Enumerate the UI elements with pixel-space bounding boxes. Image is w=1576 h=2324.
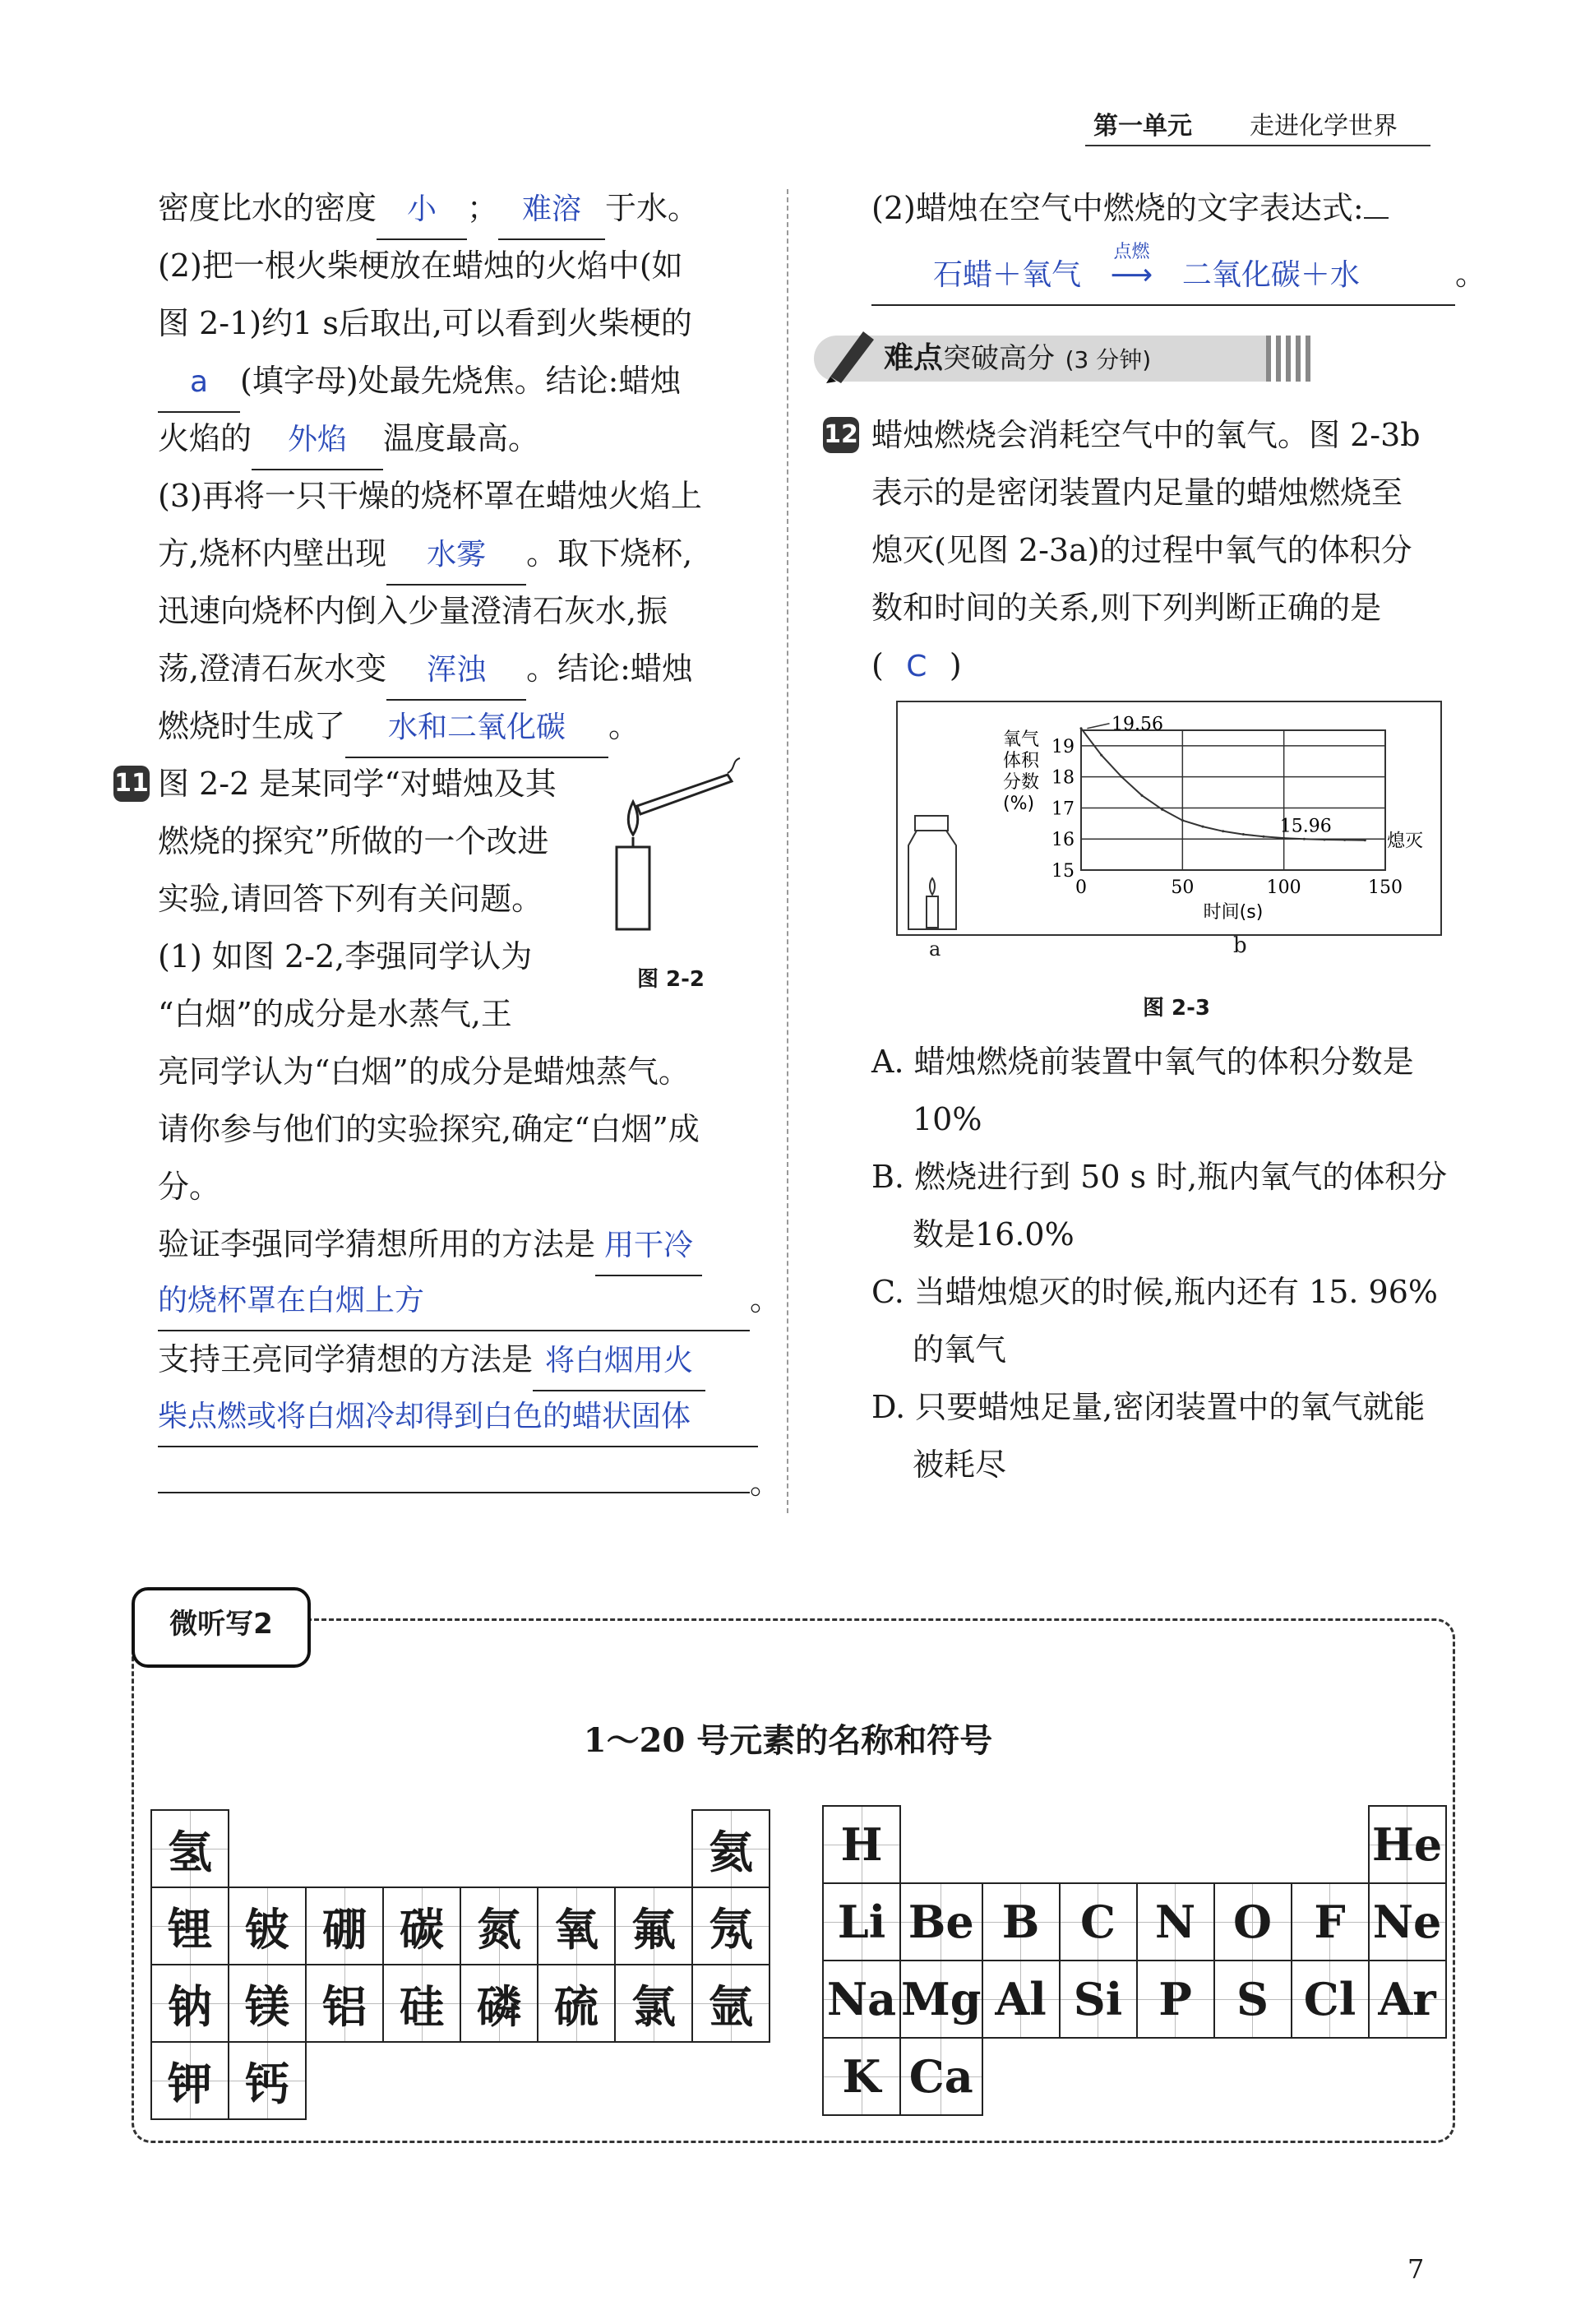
answer-method-2b: 柴点燃或将白烟冷却得到白色的蜡状固体 (158, 1388, 758, 1447)
empty-cell (1137, 2038, 1214, 2115)
element-name-cell: 碳 (383, 1887, 460, 1965)
data-point (1343, 839, 1346, 841)
micro-listen-title: 1～20 号元素的名称和符号 (583, 1721, 993, 1760)
text: 。 (750, 1281, 782, 1317)
data-point (1303, 838, 1306, 840)
text: 验证李强同学猜想所用的方法是 (158, 1226, 596, 1262)
left-line-2: (2)把一根火柴梗放在蜡烛的火焰中(如 (158, 248, 683, 284)
question-number-11: 11 (113, 766, 150, 802)
data-point (1121, 775, 1123, 778)
element-name-cell: 硅 (383, 1965, 460, 2042)
data-point (1100, 754, 1102, 757)
text: 密度比水的密度 (158, 190, 377, 226)
element-name-cell: 铍 (229, 1887, 306, 1965)
left-line-9 (158, 640, 693, 701)
text: 。 (1455, 256, 1487, 292)
plot-frame (1081, 730, 1385, 870)
element-name-cell: 氯 (615, 1965, 692, 2042)
empty-cell (306, 1810, 383, 1887)
text: 燃烧时生成了 (158, 708, 346, 744)
figure-label-a: a (929, 937, 941, 961)
y-axis-label: 体积 (1003, 751, 1040, 771)
element-symbol-cell: Na (823, 1961, 900, 2038)
text: (2)蜡烛在空气中燃烧的文字表达式: (871, 190, 1364, 226)
element-symbol-cell: C (1060, 1883, 1137, 1961)
data-point (1141, 794, 1144, 797)
data-point (1080, 727, 1083, 729)
text: 荡,澄清石灰水变 (158, 650, 387, 687)
left-line-8: 迅速向烧杯内倒入少量澄清石灰水,振 (158, 593, 668, 629)
element-name-grid (150, 1809, 770, 2120)
answer-products: 水和二氧化碳 (345, 699, 608, 758)
empty-cell (692, 2042, 770, 2119)
x-axis-label: 时间(s) (1203, 902, 1264, 923)
section-stripes (1266, 336, 1315, 382)
answer-method-2a: 将白烟用火 (533, 1332, 705, 1391)
y-tick-label: 16 (1051, 830, 1075, 851)
header-rule (1085, 145, 1430, 146)
empty-cell (1369, 2038, 1446, 2115)
y-tick-label: 18 (1051, 767, 1075, 789)
annotation-arrow (1087, 724, 1109, 729)
x-tick-label: 0 (1075, 877, 1087, 898)
q11-line-10 (158, 1271, 781, 1331)
option-b-line-2: 数是16.0% (913, 1216, 1075, 1252)
q11-line-4: (1) 如图 2-2,李强同学认为 (158, 938, 533, 975)
element-symbol-cell: P (1137, 1961, 1214, 2038)
element-name-cell: 氮 (460, 1887, 538, 1965)
data-point (1222, 830, 1224, 832)
text: ( (871, 647, 884, 683)
data-point (1242, 833, 1245, 836)
q11-line-2: 燃烧的探究”所做的一个改进 (158, 823, 549, 859)
element-name-cell: 氧 (538, 1887, 615, 1965)
element-symbol-grid (822, 1805, 1447, 2116)
empty-cell (229, 1810, 306, 1887)
element-name-cell: 氩 (692, 1965, 770, 2042)
option-c-line-1: C. 当蜡烛熄灭的时候,瓶内还有 15. 96% (871, 1274, 1439, 1310)
element-symbol-cell: Li (823, 1883, 900, 1961)
answer-choice: C (906, 650, 927, 683)
empty-cell (900, 1806, 982, 1883)
section-title-bold: 难点 (884, 341, 944, 375)
element-symbol-cell: F (1292, 1883, 1369, 1961)
data-point (1263, 836, 1265, 838)
figure-2-2-caption: 图 2-2 (637, 967, 705, 992)
q11-line-5: “白烟”的成分是水蒸气,王 (158, 996, 512, 1032)
element-name-cell: 氢 (151, 1810, 229, 1887)
q12-line-1: 蜡烛燃烧会消耗空气中的氧气。图 2-3b (871, 417, 1421, 453)
data-point (1324, 838, 1326, 840)
q12-line-3: 熄灭(见图 2-3a)的过程中氧气的体积分 (871, 532, 1412, 568)
element-symbol-cell: B (982, 1883, 1060, 1961)
left-line-10 (158, 697, 640, 758)
candle-figure-2-2 (604, 757, 744, 937)
option-a-line-2: 10% (913, 1101, 982, 1137)
answer-method-1b: 的烧杯罩在白烟上方 (158, 1272, 750, 1331)
unit-title: 走进化学世界 (1250, 112, 1398, 141)
text: 温度最高。 (383, 420, 540, 456)
left-line-1 (158, 179, 699, 240)
x-tick-label: 150 (1368, 877, 1403, 898)
empty-cell (460, 1810, 538, 1887)
section-time: (3 分钟) (1065, 346, 1152, 373)
section-title (884, 337, 1151, 382)
left-line-7 (158, 525, 692, 586)
x-tick-label: 50 (1171, 877, 1195, 898)
element-name-cell: 锂 (151, 1887, 229, 1965)
empty-cell (1214, 1806, 1292, 1883)
option-d-line-1: D. 只要蜡烛足量,密闭装置中的氧气就能 (871, 1389, 1426, 1425)
element-name-cell: 氖 (692, 1887, 770, 1965)
x-tick-label: 100 (1266, 877, 1301, 898)
element-name-cell: 硫 (538, 1965, 615, 2042)
data-point (1283, 837, 1285, 840)
q11-line-1: 图 2-2 是某同学“对蜡烛及其 (158, 766, 557, 802)
element-name-cell: 氦 (692, 1810, 770, 1887)
q11-line-13 (158, 1454, 781, 1512)
option-b-line-1: B. 燃烧进行到 50 s 时,瓶内氧气的体积分 (871, 1159, 1448, 1195)
text: 。取下烧杯, (526, 535, 693, 572)
oxygen-chart (999, 706, 1435, 928)
q11-line-12 (158, 1387, 758, 1447)
element-symbol-cell: Al (982, 1961, 1060, 2038)
element-name-cell: 铝 (306, 1965, 383, 2042)
option-d-line-2: 被耗尽 (913, 1447, 1007, 1483)
element-name-cell: 钠 (151, 1965, 229, 2042)
empty-cell (460, 2042, 538, 2119)
equation-condition: 点燃 (1113, 242, 1150, 262)
element-symbol-cell: Ne (1369, 1883, 1446, 1961)
q11-line-7: 请你参与他们的实验探究,确定“白烟”成 (158, 1111, 700, 1147)
element-name-cell: 硼 (306, 1887, 383, 1965)
text: ； (467, 190, 499, 226)
q11-line-9 (158, 1215, 702, 1276)
text: ) (949, 647, 962, 683)
text: 。结论:蜡烛 (526, 650, 693, 687)
text: 于水。 (605, 190, 700, 226)
element-symbol-cell: N (1137, 1883, 1214, 1961)
q12-line-2: 表示的是密闭装置内足量的蜡烛燃烧至 (871, 475, 1403, 511)
text: 。 (750, 1465, 782, 1501)
q12-line-4: 数和时间的关系,则下列判断正确的是 (871, 590, 1382, 626)
y-tick-label: 15 (1051, 861, 1075, 882)
element-symbol-cell: Mg (900, 1961, 982, 2038)
element-symbol-cell: O (1214, 1883, 1292, 1961)
element-name-cell: 钾 (151, 2042, 229, 2119)
text: (填字母)处最先烧焦。结论:蜡烛 (240, 363, 682, 399)
element-symbol-cell: Be (900, 1883, 982, 1961)
empty-cell (538, 2042, 615, 2119)
y-tick-label: 19 (1051, 736, 1075, 757)
option-c-line-2: 的氧气 (913, 1331, 1007, 1368)
text: 。 (608, 708, 640, 744)
y-tick-label: 17 (1051, 799, 1075, 820)
empty-cell (982, 2038, 1060, 2115)
q11-line-6: 亮同学认为“白烟”的成分是蜡烛蒸气。 (158, 1053, 690, 1090)
empty-cell (1214, 2038, 1292, 2115)
element-symbol-cell: H (823, 1806, 900, 1883)
empty-cell (383, 1810, 460, 1887)
q11-line-8: 分。 (158, 1169, 221, 1205)
question-number-12: 12 (823, 417, 859, 453)
page-number: 7 (1407, 2253, 1425, 2285)
y-axis-label: (%) (1003, 794, 1035, 814)
element-symbol-cell: Ar (1369, 1961, 1446, 2038)
element-symbol-cell: Cl (1292, 1961, 1369, 2038)
data-point (1202, 826, 1204, 828)
data-point (1181, 819, 1184, 822)
answer-word-equation (871, 242, 1455, 306)
y-axis-label: 氧气 (1003, 729, 1040, 750)
answer-solubility: 难溶 (498, 181, 605, 240)
empty-cell (615, 1810, 692, 1887)
empty-cell (1137, 1806, 1214, 1883)
section-title-rest: 突破高分 (943, 342, 1056, 375)
left-line-3: 图 2-1)约1 s后取出,可以看到火柴梗的 (158, 305, 692, 341)
empty-cell (1292, 2038, 1369, 2115)
empty-cell (383, 2042, 460, 2119)
element-name-cell: 氟 (615, 1887, 692, 1965)
answer-match-part: a (158, 354, 240, 413)
empty-cell (1060, 1806, 1137, 1883)
answer-turbid: 浑浊 (386, 641, 526, 701)
annotation-extinguish: 熄灭 (1387, 831, 1424, 852)
element-symbol-cell: Ca (900, 2038, 982, 2115)
pen-icon (818, 319, 884, 385)
option-a-line-1: A. 蜡烛燃烧前装置中氧气的体积分数是 (871, 1044, 1414, 1080)
empty-cell (1060, 2038, 1137, 2115)
q11-line-3: 实验,请回答下列有关问题。 (158, 881, 543, 917)
figure-2-3-caption: 图 2-3 (1143, 996, 1211, 1021)
text: 火焰的 (158, 420, 252, 456)
left-line-6: (3)再将一只干燥的烧杯罩在蜡烛火焰上 (158, 478, 702, 514)
y-axis-label: 分数 (1003, 772, 1040, 793)
left-line-4 (158, 352, 681, 413)
jar-figure-a (900, 814, 974, 937)
element-name-cell: 镁 (229, 1965, 306, 2042)
data-point (1364, 839, 1366, 841)
q12-answer (871, 637, 962, 696)
element-symbol-cell: S (1214, 1961, 1292, 2038)
right-line-2 (871, 242, 1487, 306)
text: 方,烧杯内壁出现 (158, 535, 387, 572)
empty-cell (1292, 1806, 1369, 1883)
element-name-cell: 钙 (229, 2042, 306, 2119)
text: 支持王亮同学猜想的方法是 (158, 1341, 534, 1377)
empty-cell (538, 1810, 615, 1887)
figure-label-b: b (1233, 933, 1247, 958)
element-symbol-cell: Si (1060, 1961, 1137, 2038)
annotation-start: 19.56 (1112, 714, 1163, 735)
answer-mist: 水雾 (386, 526, 526, 586)
left-line-5 (158, 410, 539, 470)
element-name-cell: 磷 (460, 1965, 538, 2042)
element-symbol-cell: He (1369, 1806, 1446, 1883)
answer-density: 小 (377, 181, 467, 240)
answer-method-1a: 用干冷 (595, 1217, 702, 1276)
annotation-end: 15.96 (1279, 816, 1332, 837)
q11-line-11 (158, 1331, 705, 1391)
equation-reactants: 石蜡＋氧气 (933, 258, 1082, 292)
column-divider (787, 189, 788, 1513)
empty-cell (306, 2042, 383, 2119)
empty-cell (615, 2042, 692, 2119)
equation-arrow: 点燃 ⟶ (1090, 247, 1172, 304)
equation-products: 二氧化碳＋水 (1181, 258, 1360, 292)
micro-listen-badge: 微听写2 (132, 1587, 311, 1668)
element-symbol-cell: K (823, 2038, 900, 2115)
empty-cell (982, 1806, 1060, 1883)
data-point (1161, 808, 1163, 811)
unit-label: 第一单元 (1093, 112, 1192, 141)
answer-flame-part: 外焰 (252, 411, 383, 470)
